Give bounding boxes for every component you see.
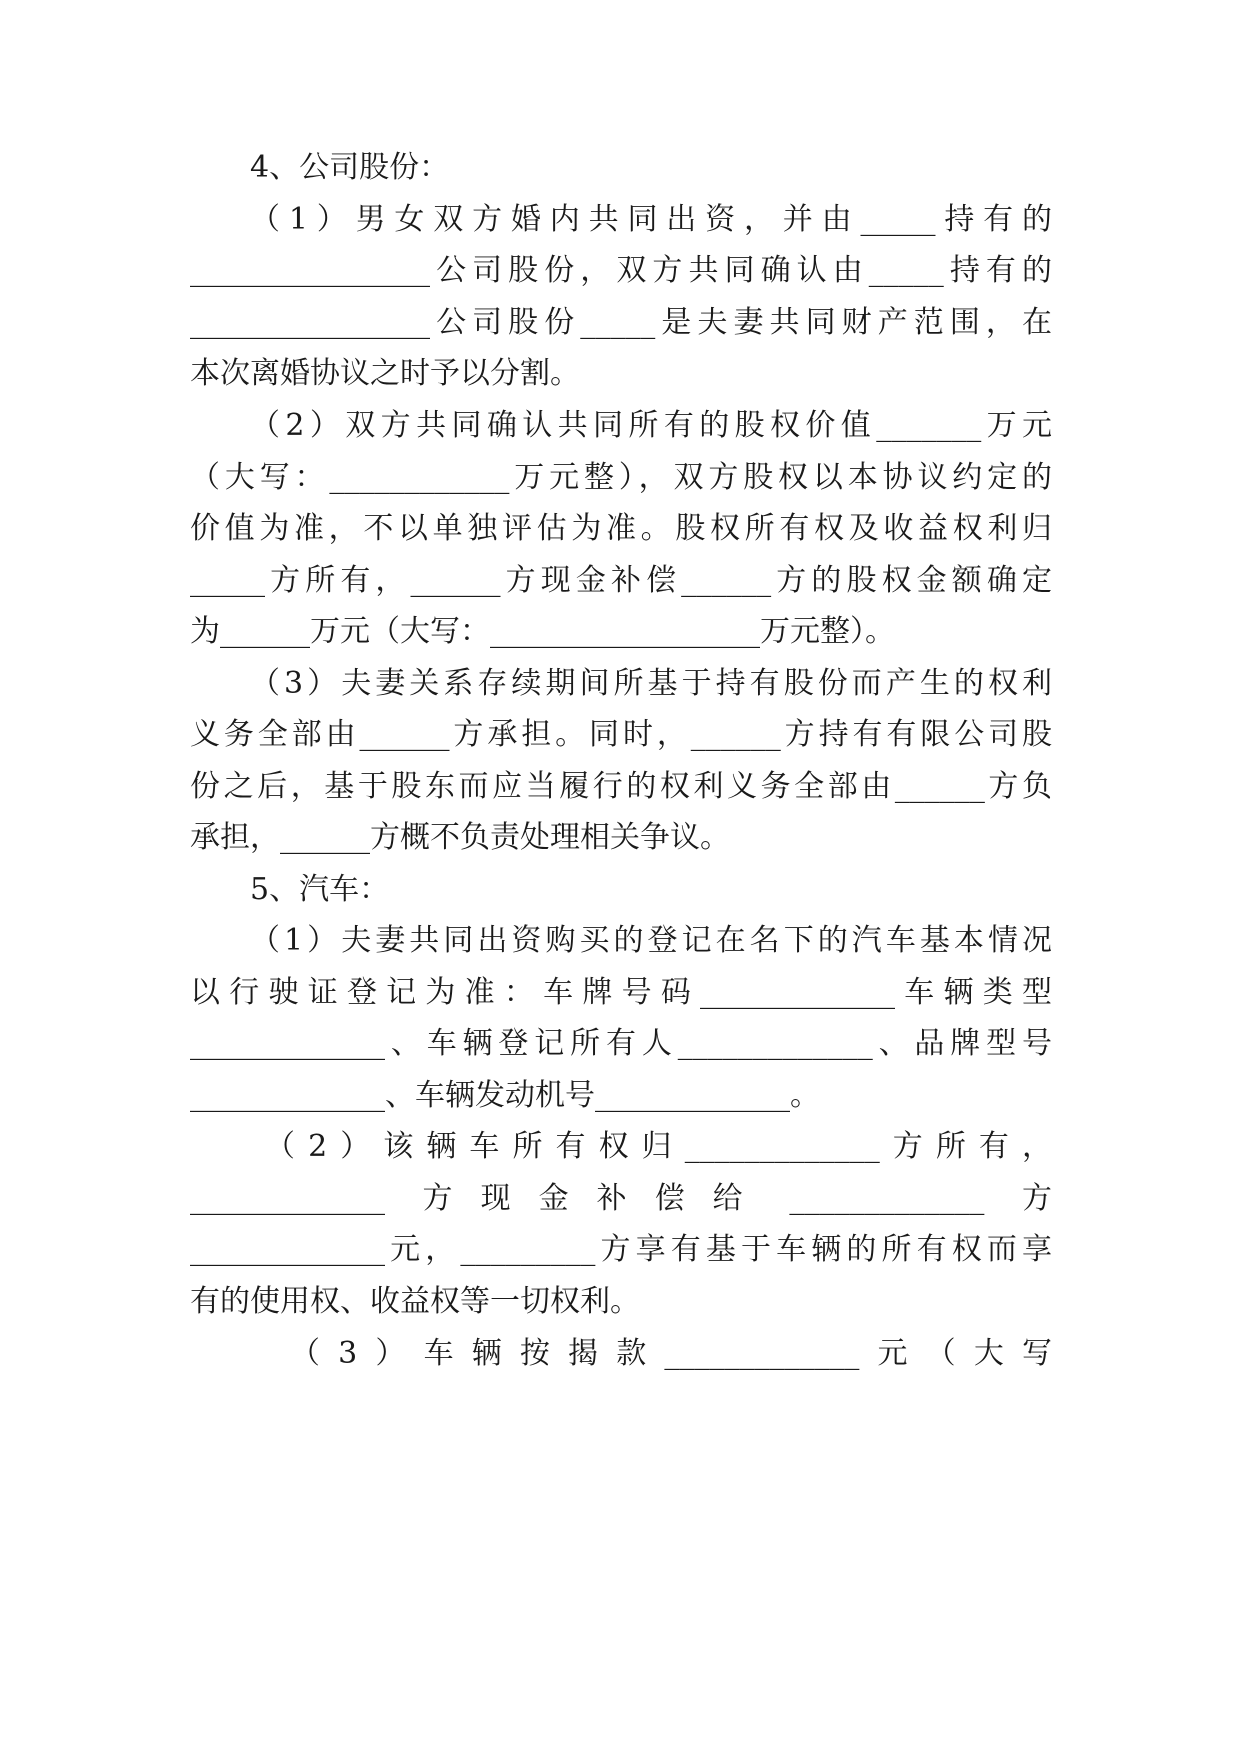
text-line: 为______万元（大写：__________________万元整）。 <box>190 614 895 649</box>
text-line: （3）夫妻关系存续期间所基于持有股份而产生的权利 <box>250 666 1052 701</box>
text-line: _____________元，_________方享有基于车辆的所有权而享 <box>190 1232 1052 1267</box>
text-line: 份之后，基于股东而应当履行的权利义务全部由______方负 <box>190 769 1052 804</box>
text-line: （大写：____________万元整），双方股权以本协议约定的 <box>190 460 1052 495</box>
text-line: （1）夫妻共同出资购买的登记在名下的汽车基本情况 <box>250 923 1052 958</box>
text-line: 以行驶证登记为准：车牌号码_____________车辆类型 <box>190 975 1052 1010</box>
text-line: _____________ 方 现 金 补 偿 给 _____________ 方 <box>190 1181 1052 1216</box>
text-line: ________________公司股份_____是夫妻共同财产范围，在 <box>190 305 1052 340</box>
text-line: （2）该辆车所有权归_____________方所有， <box>265 1129 1052 1164</box>
text-line: 本次离婚协议之时予以分割。 <box>190 356 580 391</box>
text-line: 4、公司股份： <box>250 150 450 185</box>
text-line: 5、汽车： <box>250 872 390 907</box>
text-line: _____________、车辆登记所有人_____________、品牌型号 <box>190 1026 1052 1061</box>
text-line: _____方所有，______方现金补偿______方的股权金额确定 <box>190 563 1052 598</box>
text-line: 义务全部由______方承担。同时，______方持有有限公司股 <box>190 717 1052 752</box>
text-line: ________________公司股份，双方共同确认由_____持有的 <box>190 253 1052 288</box>
text-line: _____________、车辆发动机号_____________。 <box>190 1078 820 1113</box>
text-line: 价值为准，不以单独评估为准。股权所有权及收益权利归 <box>190 511 1052 546</box>
text-line: （3）车辆按揭款_____________元（大写 <box>290 1336 1052 1371</box>
text-line: （2）双方共同确认共同所有的股权价值_______万元 <box>250 408 1052 443</box>
text-line: 承担，______方概不负责处理相关争议。 <box>190 820 730 855</box>
text-line: （1）男女双方婚内共同出资，并由_____持有的 <box>250 202 1052 237</box>
text-line: 有的使用权、收益权等一切权利。 <box>190 1284 640 1319</box>
